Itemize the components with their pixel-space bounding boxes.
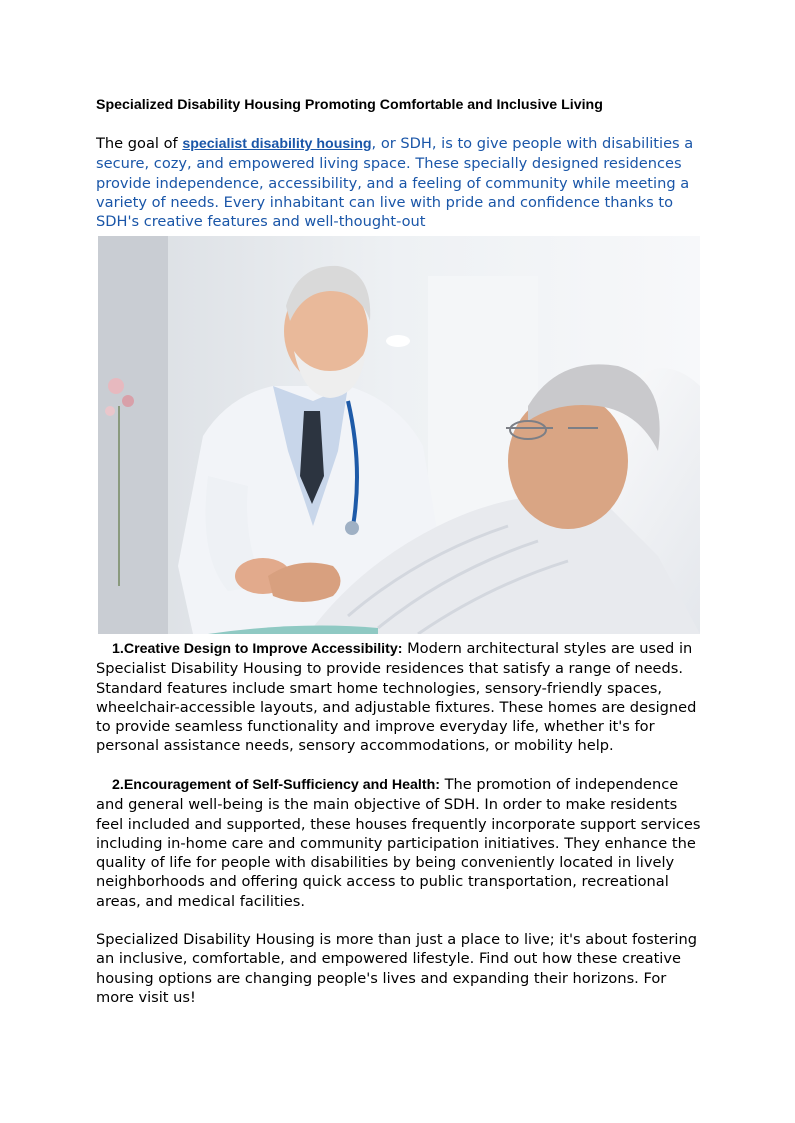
closing-paragraph: Specialized Disability Housing is more than just a place to live; it's about fostering an inclusive, comfortable, and empowered lifestyle. Find out how these creative housing options are changing people's lives and expanding their horizons. For more visit us!	[96, 931, 697, 1006]
document-title: Specialized Disability Housing Promoting Comfortable and Inclusive Living	[96, 97, 603, 113]
section-1-heading: Creative Design to Improve Accessibility:	[123, 641, 403, 657]
section-1-number: 1.	[112, 641, 124, 657]
section-2-text: The promotion of independence and general well-being is the main objective of SDH. In order to make residents feel included and supported, these houses frequently incorporate support services including in-home care and community participation initiatives. They enhance the quality of life for people with disabilities by being conveniently located in lively neighborhoods and offering quick access to public transportation, recreational areas, and medical facilities.	[96, 776, 701, 910]
intro-rest: , or SDH, is to give people with disabilities a secure, cozy, and empowered living space. These specially designed residences provide independence, accessibility, and a feeling of community while meeting a variety of needs. Every inhabitant can live with pride and confidence thanks to SDH's creative features and well-thought-out	[96, 135, 694, 231]
intro-paragraph	[96, 134, 706, 241]
section-accessibility	[96, 639, 706, 756]
section-2-heading: Encouragement of Self-Sufficiency and Health:	[123, 777, 440, 793]
section-1-text: Modern architectural styles are used in Specialist Disability Housing to provide residences that satisfy a range of needs. Standard features include smart home technologies, sensory-friendly spaces, wheelchair-accessible layouts, and adjustable fixtures. These homes are designed to provide seamless functionality and improve everyday life, whether it's for personal assistance needs, sensory accommodations, or mobility help.	[96, 640, 697, 755]
doctor-patient-photo	[98, 236, 700, 634]
sdh-link[interactable]: specialist disability housing	[182, 136, 372, 152]
intro-lead: The goal of	[96, 135, 183, 152]
section-self-sufficiency	[96, 775, 706, 911]
section-2-number: 2.	[112, 777, 124, 793]
